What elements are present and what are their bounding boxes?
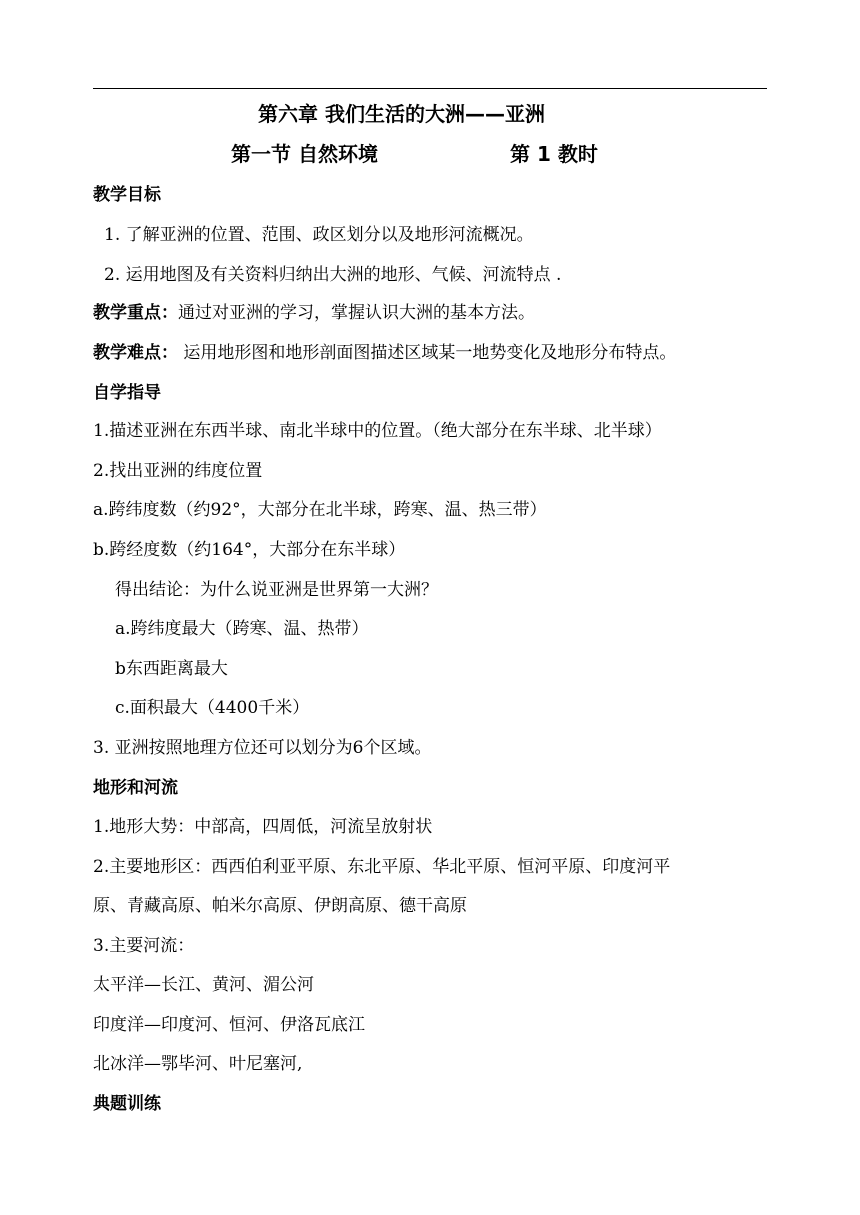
- conclusion-item-a: a.跨纬度最大（跨寒、温、热带）: [115, 619, 369, 639]
- exercises-heading: 典题训练: [93, 1094, 161, 1114]
- terrain-line-6: 印度洋—印度河、恒河、伊洛瓦底江: [93, 1015, 365, 1035]
- section-title: 第一节 自然环境: [231, 142, 378, 166]
- key-point-label: 教学重点：: [93, 303, 178, 323]
- key-point-text: 通过对亚洲的学习，掌握认识大洲的基本方法。: [178, 303, 535, 323]
- key-point-row: [93, 301, 783, 325]
- terrain-line-2: 2.主要地形区：西西伯利亚平原、东北平原、华北平原、恒河平原、印度河平: [93, 857, 671, 877]
- self-study-line-3: a.跨纬度数（约92°，大部分在北半球，跨寒、温、热三带）: [93, 500, 547, 520]
- self-study-line-1: 1.描述亚洲在东西半球、南北半球中的位置。（绝大部分在东半球、北半球）: [93, 421, 662, 441]
- self-study-line-4: b.跨经度数（约164°，大部分在东半球）: [93, 540, 406, 560]
- objectives-heading: 教学目标: [93, 185, 161, 205]
- self-study-line-2: 2.找出亚洲的纬度位置: [93, 461, 263, 481]
- objective-item-1: 1. 了解亚洲的位置、范围、政区划分以及地形河流概况。: [104, 225, 534, 245]
- chapter-title: 第六章 我们生活的大洲——亚洲: [258, 102, 545, 126]
- conclusion-question: 得出结论：为什么说亚洲是世界第一大洲？: [115, 580, 438, 600]
- terrain-line-1: 1.地形大势：中部高，四周低，河流呈放射状: [93, 817, 433, 837]
- terrain-line-7: 北冰洋—鄂毕河、叶尼塞河,: [93, 1054, 303, 1074]
- objective-item-2: 2. 运用地图及有关资料归纳出大洲的地形、气候、河流特点 .: [104, 265, 562, 285]
- terrain-line-3: 原、青藏高原、帕米尔高原、伊朗高原、德干高原: [93, 896, 467, 916]
- conclusion-item-c: c.面积最大（4400千米）: [115, 698, 310, 718]
- period-label: 第 1 教时: [510, 142, 598, 166]
- self-study-heading: 自学指导: [93, 383, 161, 403]
- difficulty-row: [93, 341, 783, 365]
- terrain-heading: 地形和河流: [93, 778, 178, 798]
- conclusion-item-b: b东西距离最大: [115, 659, 228, 679]
- terrain-line-5: 太平洋—长江、黄河、湄公河: [93, 975, 314, 995]
- self-study-item-3: 3. 亚洲按照地理方位还可以划分为6个区域。: [93, 738, 432, 758]
- header-rule: [93, 88, 767, 89]
- difficulty-label: 教学难点：: [93, 343, 178, 363]
- difficulty-text: 运用地形图和地形剖面图描述区域某一地势变化及地形分布特点。: [178, 343, 677, 363]
- terrain-line-4: 3.主要河流：: [93, 936, 195, 956]
